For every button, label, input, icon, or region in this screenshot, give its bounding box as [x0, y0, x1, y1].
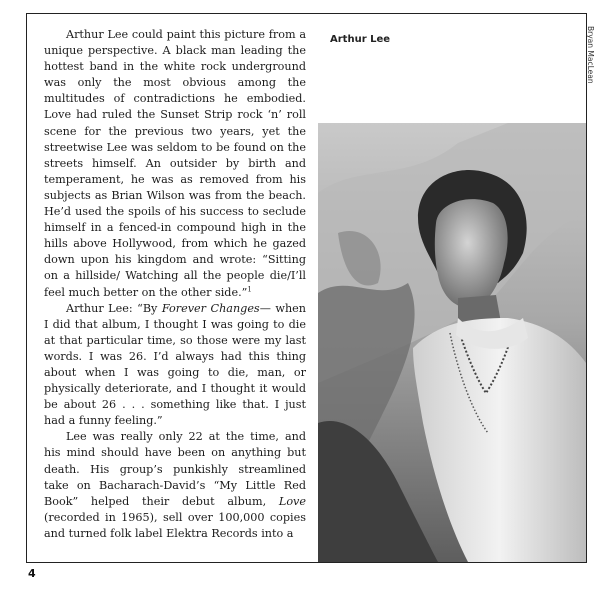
paragraph-1: Arthur Lee could paint this picture from a unique perspective. A black man leading the hottest band in the white rock underground was only the most obvious among the multitudes of contradictions he embodied. Love had ruled the Sunset Strip rock ‘n’ roll scene for the previous two years, yet the streetwise Lee was seldom to be found on the streets himself. An outsider by birth and temperament, he was as removed from his subjects as Brian Wilson was from the beach. He’d used the spoils of his success to seclude himself in a fenced-in compound high in the hills above Hollywood, from which he gazed down upon his kingdom and wrote: “Sitting on a hillside/ Watching all the people die/I’ll feel much better on the other side.”$^1$: [44, 28, 306, 299]
article-body: [44, 27, 306, 542]
man-portrait-photo: [318, 123, 586, 562]
frame-line-right: [586, 13, 587, 563]
photo-caption: Arthur Lee: [330, 34, 391, 45]
frame-line-top-right: [315, 13, 586, 14]
page-number: 4: [28, 567, 36, 580]
paragraph-2: Arthur Lee: “By Forever Changes— when I did that album, I thought I was going to die at that particular time, so those were my last words. I was 26. I’d always had this thing about when I was going to die, man, or physically deteriorate, and I thought it would be about 26 . . . something like that. I just had a funny feeling.”: [44, 301, 306, 428]
footnote-marker: 1: [247, 284, 252, 293]
paragraph-3: Lee was really only 22 at the time, and his mind should have been on anything but death. His group’s punkishly streamlined take on Bacharach-David’s “My Little Red Book” helped their debut album, Love (recorded in 1965), sell over 100,000 copies and turned folk label Elektra Records into a: [44, 430, 306, 540]
photo-credit: Bryan MacLean: [586, 26, 595, 84]
frame-line-bottom: [26, 562, 586, 563]
